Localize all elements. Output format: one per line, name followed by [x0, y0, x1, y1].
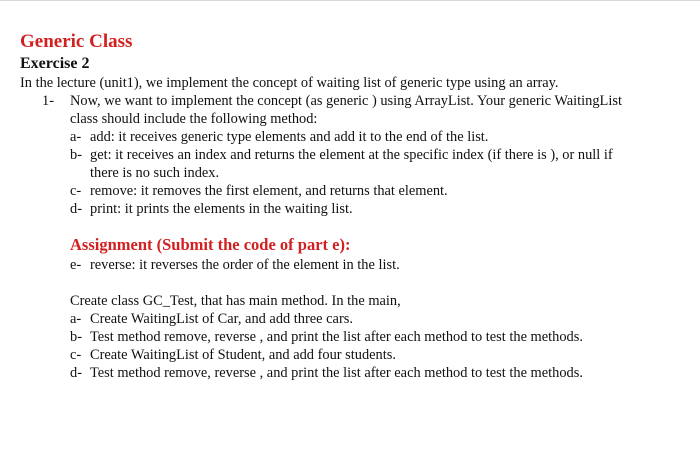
method-number: d- — [70, 201, 82, 217]
gc-test-text: Create WaitingList of Car, and add three cars. — [90, 311, 353, 327]
gc-test-intro: Create class GC_Test, that has main method. In the main, — [70, 293, 401, 309]
gc-test-text: Create WaitingList of Student, and add four students. — [90, 347, 396, 363]
gc-test-item — [20, 346, 690, 364]
gc-test-text: Test method remove, reverse , and print the list after each method to test the methods. — [90, 329, 583, 345]
gc-test-item — [20, 328, 690, 346]
method-item — [20, 200, 690, 218]
page-title: Generic Class — [20, 31, 133, 52]
document-body — [20, 30, 690, 382]
gc-test-item — [20, 364, 690, 382]
method-number: a- — [70, 129, 82, 145]
method-number: c- — [70, 183, 82, 199]
method-item-continued — [20, 164, 690, 182]
assignment-number: e- — [70, 257, 82, 273]
method-item — [20, 182, 690, 200]
intro-text: In the lecture (unit1), we implement the concept of waiting list of generic type using an array. — [20, 75, 559, 91]
gc-test-number: a- — [70, 311, 82, 327]
point-1-continued — [20, 110, 690, 128]
point-1-line-2: class should include the following method: — [70, 111, 318, 127]
method-text: remove: it removes the first element, and returns that element. — [90, 183, 448, 199]
assignment-item — [20, 256, 690, 274]
gc-test-number: c- — [70, 347, 82, 363]
gc-test-text: Test method remove, reverse , and print the list after each method to test the methods. — [90, 365, 583, 381]
point-1-number: 1- — [42, 93, 54, 109]
exercise-heading: Exercise 2 — [20, 55, 90, 72]
point-1-line-1: Now, we want to implement the concept (as generic ) using ArrayList. Your generic WaitingList — [70, 93, 622, 109]
method-text: print: it prints the elements in the waiting list. — [90, 201, 353, 217]
method-text: get: it receives an index and returns the element at the specific index (if there is ), or null if — [90, 147, 613, 163]
assignment-text: reverse: it reverses the order of the element in the list. — [90, 257, 400, 273]
method-number: b- — [70, 147, 82, 163]
method-text-continued: there is no such index. — [90, 165, 220, 181]
top-divider — [0, 0, 700, 1]
point-1 — [20, 92, 690, 110]
assignment-heading: Assignment (Submit the code of part e): — [70, 235, 351, 254]
method-item — [20, 146, 690, 164]
method-text: add: it receives generic type elements and add it to the end of the list. — [90, 129, 489, 145]
gc-test-number: b- — [70, 329, 82, 345]
gc-test-item — [20, 310, 690, 328]
gc-test-number: d- — [70, 365, 82, 381]
method-item — [20, 128, 690, 146]
